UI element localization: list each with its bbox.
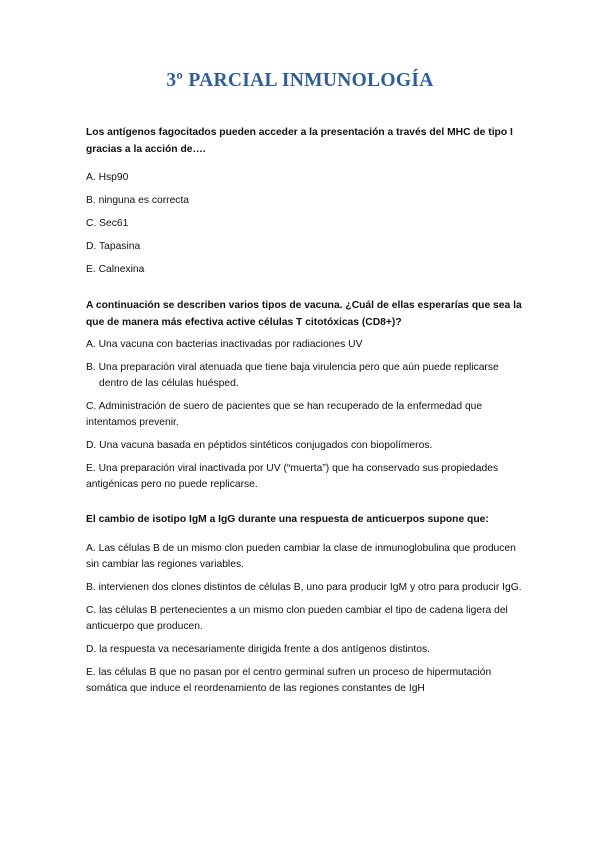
option-a: A. Hsp90 <box>86 172 129 183</box>
option-e: E. Calnexina <box>86 264 145 275</box>
question-stem: A continuación se describen varios tipos de vacuna. ¿Cuál de ellas esperarías que sea la que de manera más efectiva active células T citotóxicas (CD8+)? <box>86 300 522 328</box>
option-b: B. intervienen dos clones distintos de células B, uno para producir IgM y otro para producir IgG. <box>86 582 522 593</box>
option-d: D. Una vacuna basada en péptidos sintéticos conjugados con biopolímeros. <box>86 440 433 451</box>
question-2 <box>86 297 526 493</box>
question-stem: Los antígenos fagocitados pueden acceder a la presentación a través del MHC de tipo I gracias a la acción de…. <box>86 127 513 155</box>
option-a: A. Una vacuna con bacterias inactivadas por radiaciones UV <box>86 339 363 350</box>
option-b: B. Una preparación viral atenuada que tiene baja virulencia pero que aún puede replicarse dentro de las células huésped. <box>86 362 499 389</box>
option-a: A. Las células B de un mismo clon pueden cambiar la clase de inmunoglobulina que producen sin cambiar las regiones variables. <box>86 543 516 570</box>
option-e: E. Una preparación viral inactivada por UV (“muerta”) que ha conservado sus propiedades antigénicas pero no puede replicarse. <box>86 463 499 490</box>
question-3 <box>86 511 526 697</box>
option-d: D. Tapasina <box>86 241 141 252</box>
option-c: C. las células B pertenecientes a un mismo clon pueden cambiar el tipo de cadena ligera del anticuerpo que producen. <box>86 605 508 632</box>
option-d: D. la respuesta va necesariamente dirigida frente a dos antígenos distintos. <box>86 644 431 655</box>
option-c: C. Administración de suero de pacientes que se han recuperado de la enfermedad que intentamos prevenir. <box>86 401 483 428</box>
question-1 <box>86 124 526 278</box>
option-c: C. Sec61 <box>86 218 129 229</box>
option-e: E. las células B que no pasan por el centro germinal sufren un proceso de hipermutación somática que induce el reordenamiento de las regiones constantes de IgH <box>86 667 492 694</box>
question-stem: El cambio de isotipo IgM a IgG durante una respuesta de anticuerpos supone que: <box>86 514 489 525</box>
option-b: B. ninguna es correcta <box>86 195 190 206</box>
page-title: 3º PARCIAL INMUNOLOGÍA <box>166 70 434 91</box>
